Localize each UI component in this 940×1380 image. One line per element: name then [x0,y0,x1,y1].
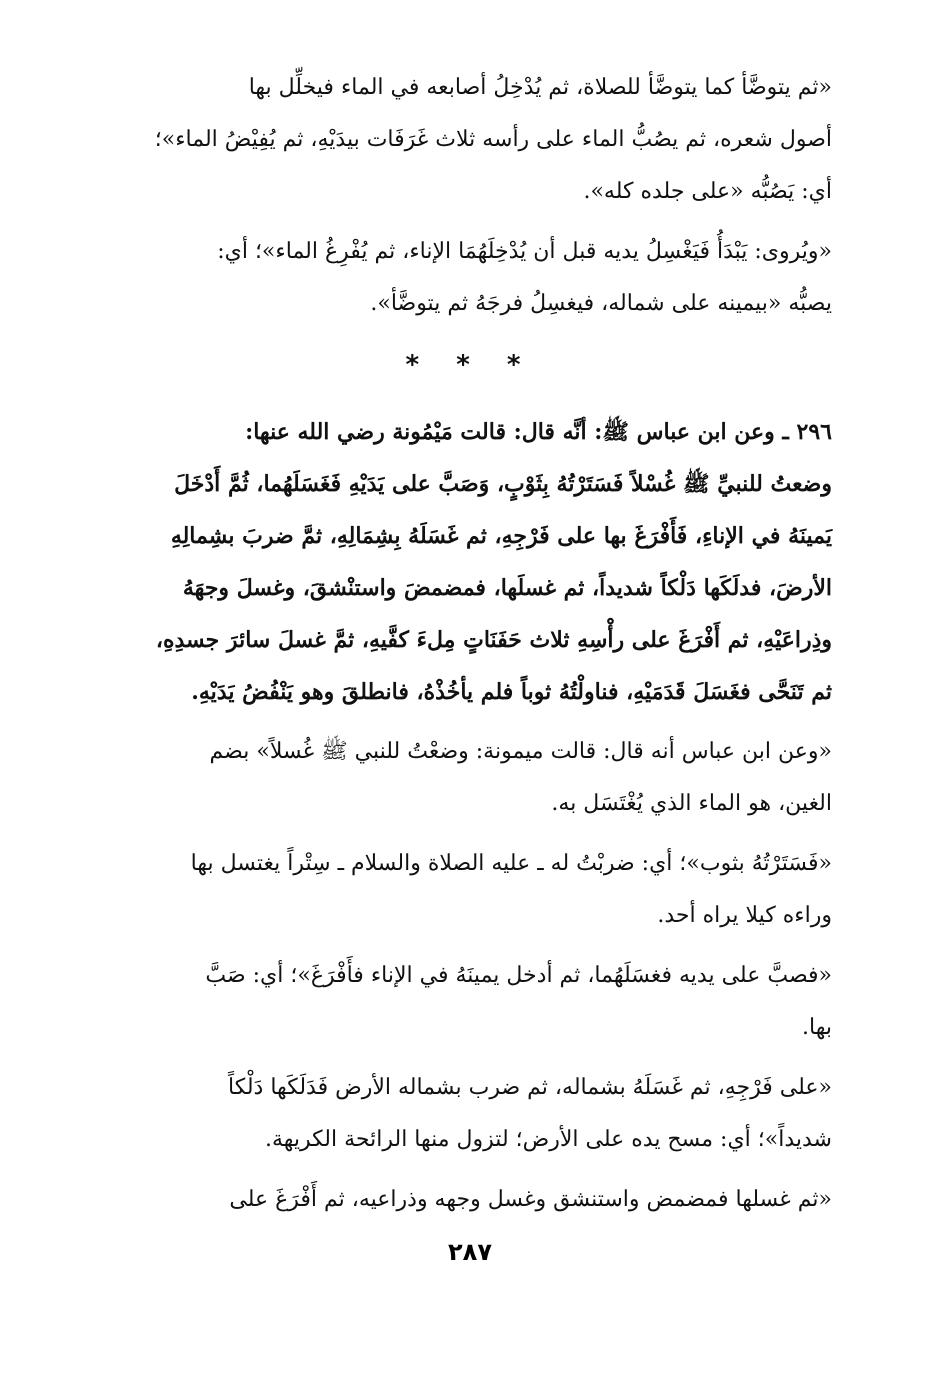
hadith-text [108,406,832,718]
commentary-paragraph [108,1174,832,1226]
text-line: «ثم يتوضَّأ كما يتوضَّأ للصلاة، ثم يُدْخِلُ أصابعه في الماء فيخلِّل بها [248,75,832,100]
section-separator: * * * [405,350,535,380]
text-line: ثم تَنَحَّى فغَسَلَ قَدَمَيْهِ، فناولْتُهُ ثوباً فلم يأخُذْهُ، فانطلقَ وهو يَنْفُضُ يَدَيْهِ. [191,679,832,705]
text-line: يصبُّه «بيمينه على شماله، فيغسِلُ فرجَهُ ثم يتوضَّأ». [370,291,832,316]
commentary-paragraph [108,838,832,942]
text-line: أصول شعره، ثم يصُبُّ الماء على رأسه ثلاث غَرَفَات بيدَيْهِ، ثم يُفِيْضُ الماء»؛ [154,127,832,152]
commentary-paragraph [108,726,832,830]
page-number: ٢٨٧ [448,1238,492,1266]
text-line: «فصبَّ على يديه فغسَلَهُما، ثم أدخل يمينَهُ في الإناء فأَفْرَغَ»؛ أي: صَبَّ [205,963,832,988]
paragraph [108,226,832,330]
text-line: بها. [802,1015,832,1040]
page-body [108,62,832,1226]
text-line: يَمينَهُ في الإناءِ، فَأَفْرَغَ بها على فَرْجِهِ، ثم غَسَلَهُ بِشِمَالِهِ، ثمَّ ضربَ بشِمالِهِ [170,523,832,549]
text-line: ٢٩٦ ـ وعن ابن عباس ﷺ: أنَّه قال: قالت مَيْمُونة رضي الله عنها: [245,419,832,445]
text-line: وراءه كيلا يراه أحد. [657,903,832,928]
text-line: وذِراعَيْهِ، ثم أَفْرَغَ على رأْسِهِ ثلاث حَفَنَاتٍ مِلءَ كفَّيهِ، ثمَّ غسلَ سائرَ جسدِهِ، [155,627,832,653]
text-line: الأرضَ، فدلَكَها دَلْكاً شديداً، ثم غسلَها، فمضمضَ واستنْشقَ، وغسلَ وجهَهُ [182,575,832,601]
commentary-paragraph [108,1062,832,1166]
text-line: «على فَرْجِهِ، ثم غَسَلَهُ بشماله، ثم ضرب بشماله الأرض فَدَلَكَها دَلْكاً [228,1075,832,1100]
commentary-paragraph [108,950,832,1054]
text-line: «ثم غسلها فمضمض واستنشق وغسل وجهه وذراعيه، ثم أَفْرَغَ على [229,1187,832,1212]
text-line: أي: يَصُبُّه «على جلده كله». [583,179,832,204]
text-line: «ويُروى: يَبْدَأُ فَيَغْسِلُ يديه قبل أن يُدْخِلَهُمَا الإناء، ثم يُفْرِغُ الماء»؛ أي: [217,239,832,264]
text-line: «وعن ابن عباس أنه قال: قالت ميمونة: وضعْتُ للنبي ﷺ غُسلاً» بضم [209,739,832,764]
text-line: الغين، هو الماء الذي يُغْتَسَل به. [551,791,832,816]
text-line: شديداً»؛ أي: مسح يده على الأرض؛ لتزول منها الرائحة الكريهة. [264,1127,832,1152]
text-line: «فَسَتَرْتُهُ بثوب»؛ أي: ضربْتُ له ـ عليه الصلاة والسلام ـ سِتْراً يغتسل بها [190,851,832,876]
paragraph [108,62,832,218]
text-line: وضعتُ للنبيِّ ﷺ غُسْلاً فَسَتَرْتُهُ بِثَوْبٍ، وَصَبَّ على يَدَيْهِ فَغَسَلَهُما، ثُمَّ أَدْخَلَ [174,471,832,497]
